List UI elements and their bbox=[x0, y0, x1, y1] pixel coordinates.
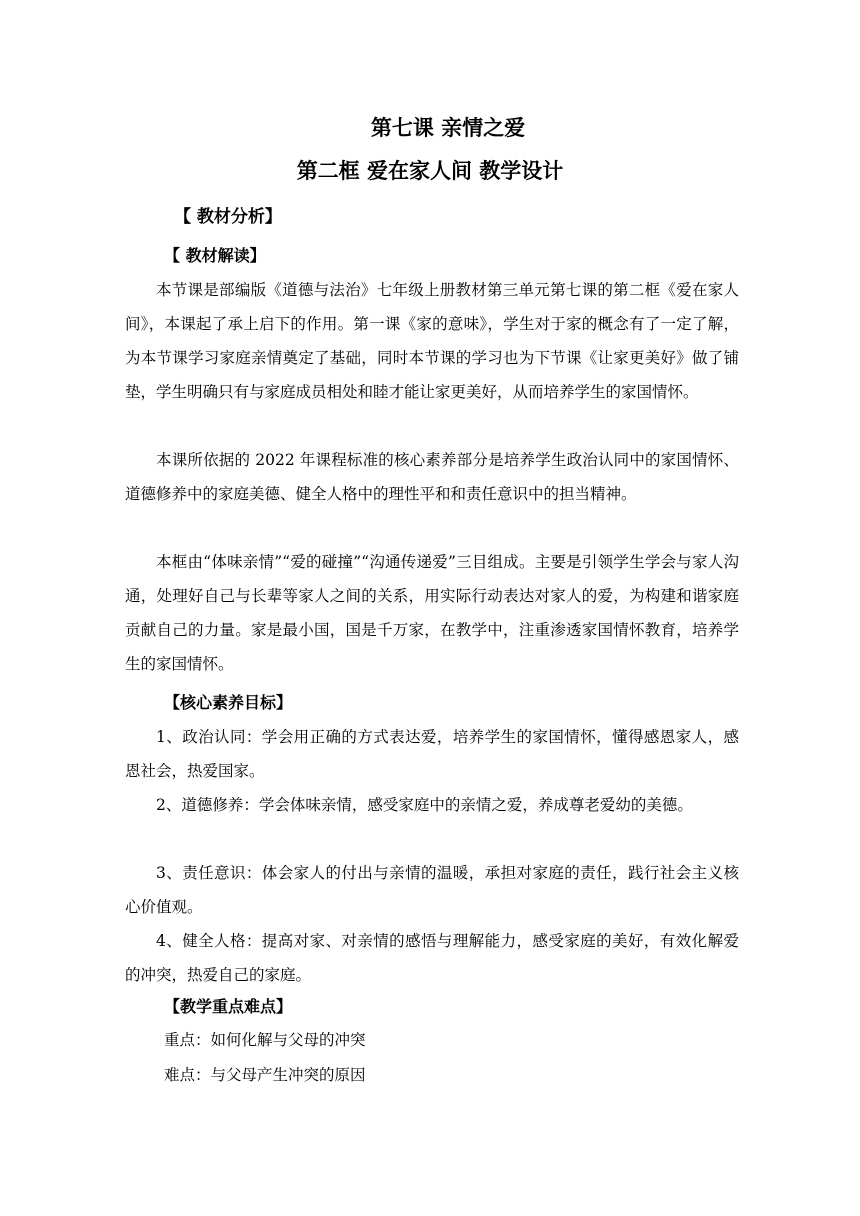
key-point-text: 重点：如何化解与父母的冲突 bbox=[164, 1031, 366, 1049]
subheading-core-goals: 【核心素养目标】 bbox=[164, 693, 293, 712]
goal-item-4: 4、健全人格：提高对家、对亲情的感悟与理解能力，感受家庭的美好，有效化解爱的冲突，热爱自己的家庭。 bbox=[125, 932, 739, 984]
goal-item-3: 3、责任意识：体会家人的付出与亲情的温暖，承担对家庭的责任，践行社会主义核心价值观。 bbox=[125, 864, 739, 916]
subheading-key-points: 【教学重点难点】 bbox=[164, 997, 293, 1016]
difficult-point-text: 难点：与父母产生冲突的原因 bbox=[164, 1066, 366, 1084]
subheading-reading: 【 教材解读】 bbox=[164, 246, 266, 265]
goal-item-1: 1、政治认同：学会用正确的方式表达爱，培养学生的家国情怀，懂得感恩家人，感恩社会，热爱国家。 bbox=[125, 728, 739, 780]
lesson-subtitle: 第二框 爱在家人间 教学设计 bbox=[296, 159, 564, 183]
reading-paragraph-1: 本节课是部编版《道德与法治》七年级上册教材第三单元第七课的第二框《爱在家人间》，本课起了承上启下的作用。第一课《家的意味》，学生对于家的概念有了一定了解，为本节课学习家庭亲情奠定了基础，同时本节课的学习也为下节课《让家更美好》做了铺垫，学生明确只有与家庭成员相处和睦才能让家更美好，从而培养学生的家国情怀。 bbox=[125, 281, 739, 401]
section-heading-analysis: 【 教材分析】 bbox=[174, 207, 282, 227]
reading-paragraph-2: 本课所依据的 2022 年课程标准的核心素养部分是培养学生政治认同中的家国情怀、道德修养中的家庭美德、健全人格中的理性平和和责任意识中的担当精神。 bbox=[125, 451, 739, 503]
goal-item-2: 2、道德修养：学会体味亲情，感受家庭中的亲情之爱，养成尊老爱幼的美德。 bbox=[156, 796, 693, 814]
reading-paragraph-3: 本框由“体味亲情”“爱的碰撞”“沟通传递爱”三目组成。主要是引领学生学会与家人沟通，处理好自己与长辈等家人之间的关系，用实际行动表达对家人的爱，为构建和谐家庭贡献自己的力量。家是最小国，国是千万家，在教学中，注重渗透家国情怀教育，培养学生的家国情怀。 bbox=[125, 553, 739, 673]
lesson-title: 第七课 亲情之爱 bbox=[370, 116, 526, 140]
